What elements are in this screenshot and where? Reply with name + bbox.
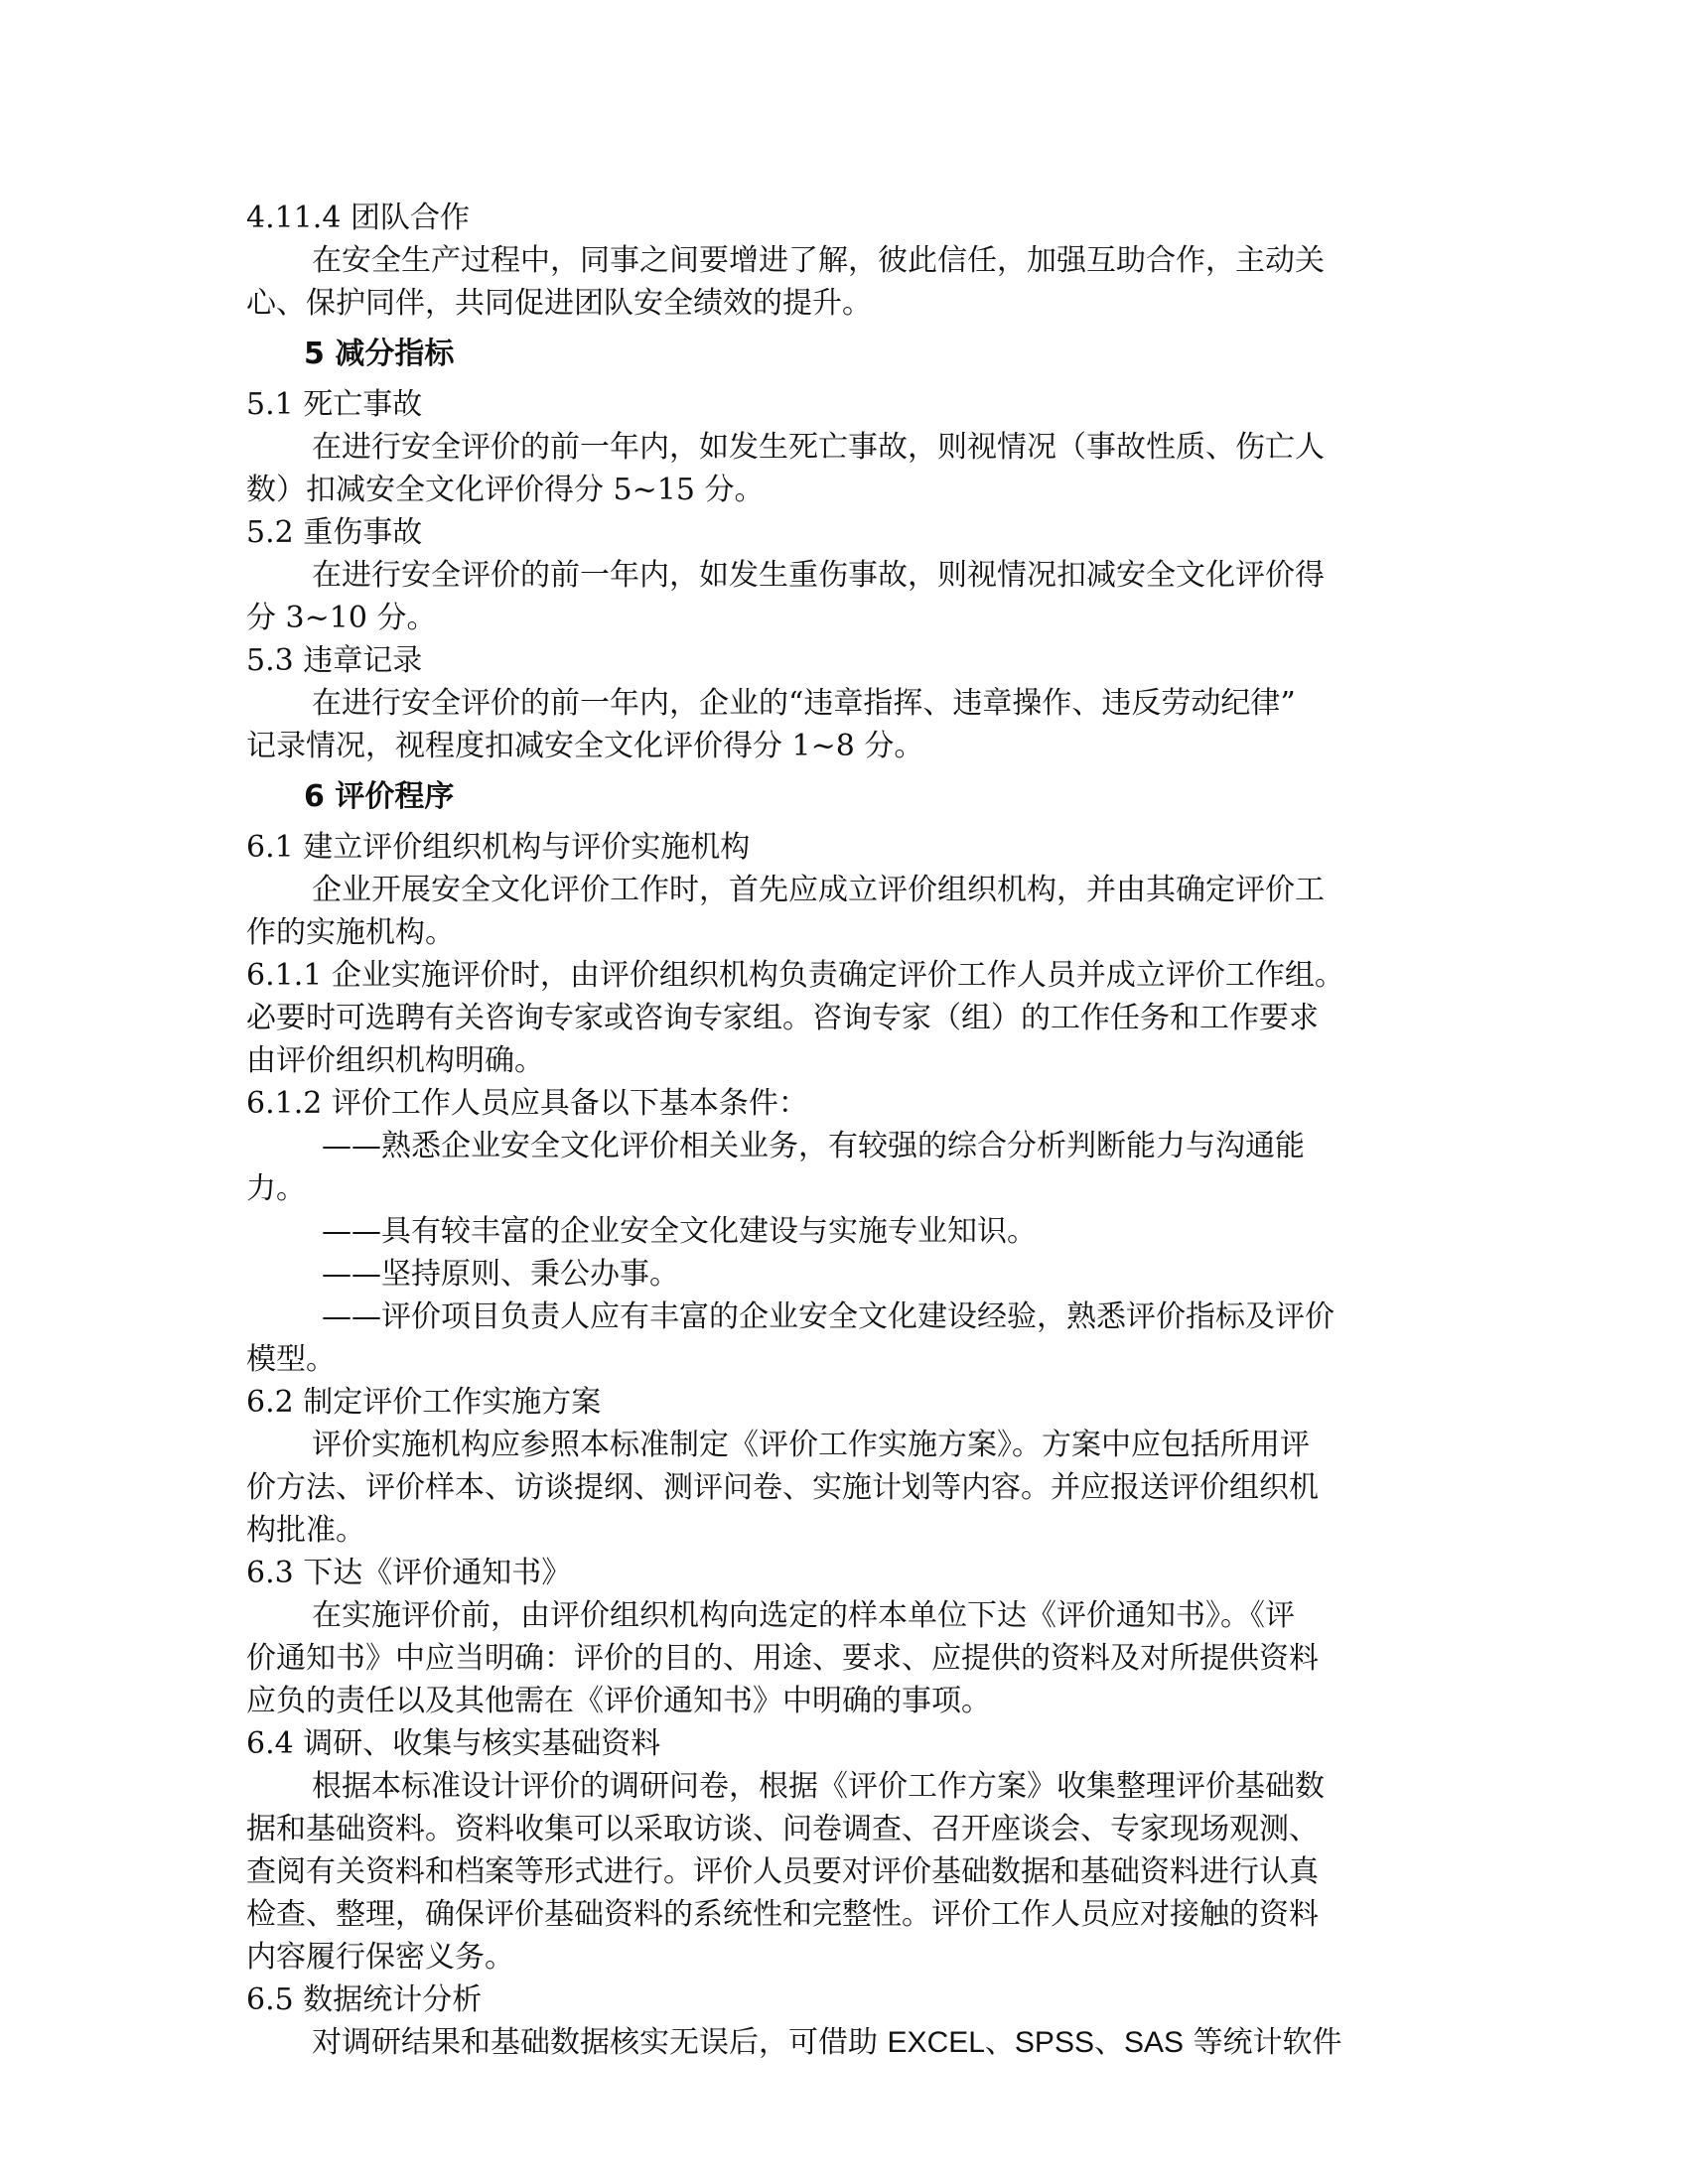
- paragraph-line: 在进行安全评价的前一年内，如发生重伤事故，则视情况扣减安全文化评价得: [312, 558, 1325, 593]
- paragraph-line: 记录情况，视程度扣减安全文化评价得分 1~8 分。: [246, 729, 924, 763]
- paragraph-line: 检查、整理，确保评价基础资料的系统性和完整性。评价工作人员应对接触的资料: [246, 1897, 1319, 1932]
- paragraph-line: 在安全生产过程中，同事之间要增进了解，彼此信任，加强互助合作，主动关: [312, 243, 1325, 278]
- section-title: 制定评价工作实施方案: [303, 1385, 602, 1420]
- paragraph-line: 内容履行保密义务。: [246, 1940, 514, 1975]
- paragraph-line: 数）扣减安全文化评价得分 5~15 分。: [246, 473, 765, 507]
- software-names: EXCEL、SPSS、SAS: [887, 2026, 1184, 2059]
- section-title: 建立评价组织机构与评价实施机构: [303, 830, 751, 865]
- paragraph-line: 价通知书》中应当明确：评价的目的、用途、要求、应提供的资料及对所提供资料: [246, 1641, 1319, 1676]
- paragraph-line: 评价实施机构应参照本标准制定《评价工作实施方案》。方案中应包括所用评: [312, 1428, 1310, 1462]
- list-item-continuation: 模型。: [246, 1342, 336, 1377]
- section-heading-6-3: [246, 1552, 1438, 1594]
- list-item: ——坚持原则、秉公办事。: [322, 1257, 679, 1292]
- paragraph-line: [246, 2021, 1438, 2064]
- section-heading-5-3: [246, 639, 1438, 682]
- section-number: 6.3: [246, 1556, 294, 1590]
- section-title: 违章记录: [303, 643, 423, 678]
- list-item: ——熟悉企业安全文化评价相关业务，有较强的综合分析判断能力与沟通能: [322, 1129, 1305, 1163]
- paragraph-line: 价方法、评价样本、访谈提纲、测评问卷、实施计划等内容。并应报送评价组织机: [246, 1470, 1319, 1505]
- paragraph-text: 对调研结果和基础数据核实无误后，可借助: [312, 2025, 888, 2060]
- paragraph-line: 应负的责任以及其他需在《评价通知书》中明确的事项。: [246, 1684, 991, 1718]
- clause-6-1-2-line: 6.1.2 评价工作人员应具备以下基本条件：: [246, 1086, 808, 1121]
- section-heading-4-11-4: 4.11.4 团队合作: [246, 201, 470, 235]
- section-heading-6-1: [246, 826, 1438, 869]
- paragraph-line: 查阅有关资料和档案等形式进行。评价人员要对评价基础数据和基础资料进行认真: [246, 1854, 1319, 1889]
- paragraph-line: 据和基础资料。资料收集可以采取访谈、问卷调查、召开座谈会、专家现场观测、: [246, 1812, 1319, 1846]
- section-number: 6.1: [246, 830, 294, 865]
- paragraph-line: 在进行安全评价的前一年内，如发生死亡事故，则视情况（事故性质、伤亡人: [312, 430, 1325, 465]
- clause-6-1-1-line: 由评价组织机构明确。: [246, 1043, 544, 1078]
- paragraph-line: 作的实施机构。: [246, 915, 455, 950]
- section-title: 调研、收集与核实基础资料: [303, 1726, 661, 1761]
- paragraph-text: 等统计软件: [1184, 2025, 1342, 2060]
- section-heading-6-5: [246, 1979, 1438, 2021]
- section-number: 5.2: [246, 515, 294, 550]
- paragraph-line: 根据本标准设计评价的调研问卷，根据《评价工作方案》收集整理评价基础数: [312, 1769, 1325, 1804]
- paragraph-line: 心、保护同伴，共同促进团队安全绩效的提升。: [246, 286, 872, 321]
- paragraph-line: 分 3~10 分。: [246, 601, 437, 635]
- clause-6-1-1-line: 6.1.1 企业实施评价时，由评价组织机构负责确定评价工作人员并成立评价工作组。: [246, 958, 1344, 993]
- section-number: 5.1: [246, 387, 294, 422]
- paragraph-line: 在进行安全评价的前一年内，企业的“违章指挥、违章操作、违反劳动纪律”: [312, 686, 1296, 721]
- section-title: 数据统计分析: [303, 1982, 483, 2017]
- section-number: 6.2: [246, 1385, 294, 1420]
- section-heading-5-1: [246, 383, 1438, 426]
- section-heading-6-2: [246, 1381, 1438, 1424]
- section-title: 重伤事故: [303, 515, 423, 550]
- section-heading-5-2: [246, 511, 1438, 554]
- section-title: 死亡事故: [303, 387, 423, 422]
- document-body: [246, 197, 1438, 2064]
- chapter-heading-6: 6 评价程序: [304, 779, 455, 814]
- section-number: 6.4: [246, 1726, 294, 1761]
- section-heading-6-4: [246, 1722, 1438, 1765]
- paragraph-line: 企业开展安全文化评价工作时，首先应成立评价组织机构，并由其确定评价工: [312, 873, 1325, 907]
- paragraph-line: 构批准。: [246, 1513, 365, 1548]
- list-item-continuation: 力。: [246, 1171, 306, 1206]
- section-number: 6.5: [246, 1982, 294, 2017]
- section-number: 5.3: [246, 643, 294, 678]
- clause-6-1-1-line: 必要时可选聘有关咨询专家或咨询专家组。咨询专家（组）的工作任务和工作要求: [246, 1001, 1319, 1035]
- list-item: ——具有较丰富的企业安全文化建设与实施专业知识。: [322, 1214, 1037, 1249]
- chapter-heading-5: 5 减分指标: [304, 337, 455, 371]
- paragraph-line: 在实施评价前，由评价组织机构向选定的样本单位下达《评价通知书》。《评: [312, 1598, 1295, 1633]
- section-title: 下达《评价通知书》: [303, 1556, 572, 1590]
- list-item: ——评价项目负责人应有丰富的企业安全文化建设经验，熟悉评价指标及评价: [322, 1299, 1335, 1334]
